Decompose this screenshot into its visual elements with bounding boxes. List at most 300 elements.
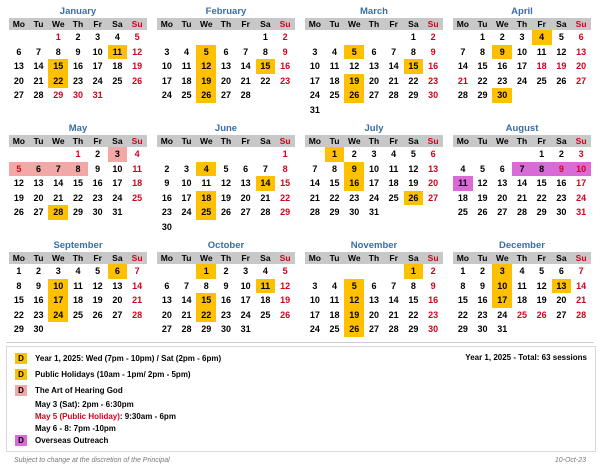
day-cell: 26 <box>220 207 231 218</box>
day-cell: 29 <box>329 207 340 218</box>
day-cell: 2 <box>95 149 101 160</box>
day-cell: 25 <box>260 309 271 320</box>
day-cell: 26 <box>556 75 567 86</box>
day-cell: 2 <box>480 266 486 277</box>
day-cell: 3 <box>371 149 377 160</box>
weekday-header: Mo <box>157 252 177 264</box>
day-cell: 23 <box>220 309 231 320</box>
section-divider <box>6 342 594 343</box>
day-cell: 6 <box>164 280 170 291</box>
empty-cell <box>305 147 325 162</box>
weekday-header: Su <box>571 18 591 30</box>
hearing-note-2-rest: : 9:30am - 6pm <box>119 412 176 421</box>
weekday-header: Mo <box>9 18 29 30</box>
weekday-header: Mo <box>305 18 325 30</box>
weekday-header: Sa <box>108 252 128 264</box>
week-row <box>453 293 591 308</box>
day-cell: 18 <box>181 75 192 86</box>
day-cell: 8 <box>532 162 552 177</box>
day-cell: 22 <box>13 309 24 320</box>
month-title: November <box>350 240 398 251</box>
day-cell: 9 <box>492 45 512 60</box>
day-cell: 28 <box>33 90 44 101</box>
day-cell: 25 <box>536 75 547 86</box>
day-cell: 6 <box>29 162 49 177</box>
day-cell: 4 <box>460 163 466 174</box>
week-row <box>305 59 443 74</box>
day-cell: 29 <box>536 207 547 218</box>
weekday-header: Su <box>571 252 591 264</box>
day-cell: 11 <box>108 45 128 60</box>
day-cell: 22 <box>280 192 291 203</box>
weekday-header: Sa <box>404 135 424 147</box>
day-cell: 14 <box>309 178 320 189</box>
weekday-header: Sa <box>256 18 276 30</box>
week-row <box>453 30 591 45</box>
week-row <box>305 103 443 118</box>
total-sessions: Year 1, 2025 - Total: 63 sessions <box>465 353 587 362</box>
month-february <box>157 6 295 117</box>
month-title: September <box>53 240 103 251</box>
day-cell: 9 <box>430 46 436 57</box>
weekday-header: Mo <box>453 18 473 30</box>
day-cell: 7 <box>391 46 397 57</box>
day-cell: 10 <box>92 46 103 57</box>
day-cell: 18 <box>260 295 271 306</box>
day-cell: 27 <box>368 90 379 101</box>
week-row <box>157 88 295 103</box>
day-cell: 21 <box>33 75 44 86</box>
day-cell: 27 <box>368 324 379 335</box>
legend-hearing <box>15 385 123 396</box>
day-cell: 6 <box>558 266 564 277</box>
empty-cell <box>157 264 177 279</box>
day-cell: 16 <box>428 295 439 306</box>
day-cell: 16 <box>220 295 231 306</box>
empty-cell <box>532 322 552 337</box>
day-cell: 9 <box>223 280 229 291</box>
weekday-header: Th <box>364 18 384 30</box>
day-cell: 5 <box>539 266 545 277</box>
week-row <box>9 59 147 74</box>
day-cell: 11 <box>329 61 340 72</box>
weekday-header-row <box>305 252 443 264</box>
empty-cell <box>384 103 404 118</box>
empty-cell <box>256 147 276 162</box>
week-row <box>9 30 147 45</box>
week-row <box>305 147 443 162</box>
day-cell: 16 <box>497 61 508 72</box>
weekday-header: Tu <box>325 135 345 147</box>
day-cell: 28 <box>132 309 143 320</box>
day-cell: 30 <box>92 207 103 218</box>
day-cell: 28 <box>516 207 527 218</box>
day-cell: 7 <box>512 162 532 177</box>
week-row <box>305 162 443 177</box>
day-cell: 2 <box>75 32 81 43</box>
month-title: July <box>364 123 384 134</box>
day-cell: 26 <box>92 309 103 320</box>
day-cell: 30 <box>220 324 231 335</box>
day-cell: 18 <box>132 178 143 189</box>
week-row <box>157 264 295 279</box>
week-row <box>157 191 295 206</box>
day-cell: 26 <box>196 88 216 103</box>
day-cell: 31 <box>240 324 251 335</box>
day-cell: 15 <box>457 295 468 306</box>
day-cell: 30 <box>33 324 44 335</box>
empty-cell <box>571 88 591 103</box>
empty-cell <box>364 103 384 118</box>
empty-cell <box>196 30 216 45</box>
empty-cell <box>108 88 128 103</box>
day-cell: 13 <box>13 61 24 72</box>
day-cell: 14 <box>388 61 399 72</box>
day-cell: 23 <box>497 75 508 86</box>
weekday-header: Fr <box>236 252 256 264</box>
day-cell: 26 <box>280 309 291 320</box>
months-grid <box>9 6 591 337</box>
weekday-header: Tu <box>177 18 197 30</box>
weekday-header: Sa <box>256 135 276 147</box>
day-cell: 4 <box>391 149 397 160</box>
month-table <box>453 18 591 103</box>
day-cell: 22 <box>477 75 488 86</box>
empty-cell <box>512 147 532 162</box>
weekday-header: Tu <box>473 135 493 147</box>
weekday-header: We <box>492 18 512 30</box>
weekday-header: Tu <box>29 18 49 30</box>
day-cell: 3 <box>108 147 128 162</box>
day-cell: 30 <box>349 207 360 218</box>
weekday-header: Fr <box>384 135 404 147</box>
empty-cell <box>256 322 276 337</box>
day-cell: 20 <box>112 295 123 306</box>
legend-hearing-label: The Art of Hearing God <box>35 386 123 395</box>
day-cell: 25 <box>457 207 468 218</box>
day-cell: 21 <box>457 75 468 86</box>
weekday-header: Sa <box>404 18 424 30</box>
week-row <box>157 205 295 220</box>
day-cell: 29 <box>72 207 83 218</box>
weekday-header-row <box>9 135 147 147</box>
weekday-header: Th <box>216 18 236 30</box>
day-cell: 19 <box>13 192 24 203</box>
empty-cell <box>364 30 384 45</box>
legend-box <box>6 346 596 452</box>
day-cell: 1 <box>410 32 416 43</box>
weekday-header: Mo <box>453 252 473 264</box>
day-cell: 14 <box>181 295 192 306</box>
week-row <box>157 308 295 323</box>
empty-cell <box>236 147 256 162</box>
day-cell: 20 <box>13 75 24 86</box>
weekday-header: We <box>48 252 68 264</box>
weekday-header: Tu <box>177 252 197 264</box>
day-cell: 10 <box>309 61 320 72</box>
day-cell: 13 <box>240 178 251 189</box>
day-cell: 31 <box>497 324 508 335</box>
day-cell: 28 <box>240 90 251 101</box>
day-cell: 17 <box>112 178 123 189</box>
day-cell: 9 <box>75 46 81 57</box>
weekday-header: Sa <box>552 18 572 30</box>
empty-cell <box>9 30 29 45</box>
day-cell: 13 <box>112 280 123 291</box>
day-cell: 11 <box>73 280 83 291</box>
hearing-note-1: May 3 (Sat): 2pm - 6:30pm <box>35 400 134 409</box>
weekday-header: Tu <box>473 18 493 30</box>
weekday-header-row <box>305 135 443 147</box>
week-row <box>453 74 591 89</box>
day-cell: 19 <box>408 178 419 189</box>
week-row <box>453 176 591 191</box>
day-cell: 24 <box>576 192 587 203</box>
weekday-header: Mo <box>305 135 325 147</box>
week-row <box>9 308 147 323</box>
day-cell: 7 <box>312 163 318 174</box>
month-title: April <box>511 6 533 17</box>
day-cell: 31 <box>309 104 320 115</box>
day-cell: 22 <box>48 74 68 89</box>
week-row <box>157 59 295 74</box>
empty-cell <box>177 264 197 279</box>
month-table <box>305 18 443 117</box>
empty-cell <box>236 220 256 235</box>
day-cell: 21 <box>576 295 587 306</box>
week-row <box>305 205 443 220</box>
week-row <box>9 322 147 337</box>
day-cell: 17 <box>309 309 320 320</box>
empty-cell <box>344 30 364 45</box>
weekday-header: Th <box>216 135 236 147</box>
day-cell: 7 <box>460 46 466 57</box>
day-cell: 29 <box>280 207 291 218</box>
day-cell: 16 <box>161 192 172 203</box>
day-cell: 8 <box>480 46 486 57</box>
day-cell: 10 <box>48 279 68 294</box>
footer-date: 10-Oct-23 <box>554 457 586 464</box>
day-cell: 12 <box>556 46 567 57</box>
weekday-header: Mo <box>157 135 177 147</box>
weekday-header: Th <box>68 18 88 30</box>
month-table <box>157 135 295 234</box>
day-cell: 30 <box>428 324 439 335</box>
week-row <box>157 147 295 162</box>
empty-cell <box>256 220 276 235</box>
week-row <box>9 162 147 177</box>
day-cell: 14 <box>240 61 251 72</box>
day-cell: 3 <box>95 32 101 43</box>
day-cell: 3 <box>243 266 249 277</box>
day-cell: 6 <box>499 163 505 174</box>
day-cell: 14 <box>53 178 64 189</box>
day-cell: 3 <box>164 46 170 57</box>
day-cell: 24 <box>161 90 172 101</box>
day-cell: 11 <box>453 176 473 191</box>
day-cell: 13 <box>576 46 587 57</box>
day-cell: 29 <box>13 324 24 335</box>
weekday-header: We <box>196 252 216 264</box>
day-cell: 28 <box>260 207 271 218</box>
day-cell: 21 <box>260 192 271 203</box>
empty-cell <box>216 30 236 45</box>
hearing-swatch: D <box>15 385 27 396</box>
day-cell: 10 <box>368 163 379 174</box>
day-cell: 15 <box>196 293 216 308</box>
weekday-header: Th <box>68 252 88 264</box>
day-cell: 5 <box>480 163 486 174</box>
empty-cell <box>236 30 256 45</box>
day-cell: 23 <box>428 309 439 320</box>
empty-cell <box>305 30 325 45</box>
day-cell: 27 <box>112 309 123 320</box>
day-cell: 25 <box>329 324 340 335</box>
hearing-note-2-red: May 5 (Public Holiday) <box>35 412 120 421</box>
week-row <box>453 147 591 162</box>
day-cell: 20 <box>240 192 251 203</box>
day-cell: 7 <box>243 46 249 57</box>
day-cell: 16 <box>556 178 567 189</box>
week-row <box>453 191 591 206</box>
month-title: June <box>214 123 238 134</box>
day-cell: 26 <box>344 88 364 103</box>
day-cell: 8 <box>262 46 268 57</box>
day-cell: 20 <box>368 75 379 86</box>
weekday-header: Tu <box>473 252 493 264</box>
weekday-header: We <box>492 252 512 264</box>
day-cell: 29 <box>408 90 419 101</box>
week-row <box>157 45 295 60</box>
day-cell: 24 <box>309 90 320 101</box>
empty-cell <box>9 147 29 162</box>
day-cell: 12 <box>132 46 143 57</box>
day-cell: 21 <box>240 75 251 86</box>
day-cell: 5 <box>344 45 364 60</box>
day-cell: 11 <box>256 279 276 294</box>
day-cell: 5 <box>95 266 101 277</box>
empty-cell <box>48 147 68 162</box>
day-cell: 18 <box>388 178 399 189</box>
day-cell: 31 <box>368 207 379 218</box>
empty-cell <box>88 322 108 337</box>
day-cell: 20 <box>161 309 172 320</box>
week-row <box>9 74 147 89</box>
day-cell: 12 <box>344 293 364 308</box>
week-row <box>305 45 443 60</box>
day-cell: 12 <box>477 178 488 189</box>
weekday-header: Su <box>423 135 443 147</box>
day-cell: 7 <box>262 163 268 174</box>
holiday-swatch: D <box>15 369 27 380</box>
day-cell: 1 <box>325 147 345 162</box>
month-april <box>453 6 591 117</box>
day-cell: 5 <box>558 32 564 43</box>
day-cell: 15 <box>477 61 488 72</box>
empty-cell <box>305 264 325 279</box>
day-cell: 3 <box>578 149 584 160</box>
day-cell: 12 <box>349 61 360 72</box>
day-cell: 5 <box>9 162 29 177</box>
empty-cell <box>532 88 552 103</box>
day-cell: 1 <box>196 264 216 279</box>
day-cell: 15 <box>408 295 419 306</box>
day-cell: 26 <box>13 207 24 218</box>
day-cell: 5 <box>410 149 416 160</box>
day-cell: 2 <box>351 149 357 160</box>
day-cell: 19 <box>280 295 291 306</box>
week-row <box>305 279 443 294</box>
week-row <box>305 30 443 45</box>
day-cell: 18 <box>329 75 340 86</box>
day-cell: 8 <box>16 280 22 291</box>
weekday-header: Fr <box>88 135 108 147</box>
weekday-header: Fr <box>236 18 256 30</box>
day-cell: 18 <box>329 309 340 320</box>
day-cell: 1 <box>55 32 61 43</box>
day-cell: 21 <box>516 192 527 203</box>
weekday-header: Fr <box>532 252 552 264</box>
weekday-header: We <box>344 135 364 147</box>
day-cell: 12 <box>220 178 231 189</box>
day-cell: 4 <box>532 30 552 45</box>
day-cell: 2 <box>558 149 564 160</box>
day-cell: 10 <box>112 163 123 174</box>
day-cell: 12 <box>92 280 103 291</box>
month-table <box>305 135 443 220</box>
day-cell: 6 <box>371 280 377 291</box>
day-cell: 4 <box>134 149 140 160</box>
month-title: May <box>68 123 88 134</box>
day-cell: 13 <box>220 61 231 72</box>
weekday-header-row <box>305 18 443 30</box>
day-cell: 17 <box>576 178 587 189</box>
weekday-header: Su <box>571 135 591 147</box>
day-cell: 16 <box>280 61 291 72</box>
month-august <box>453 123 591 234</box>
day-cell: 27 <box>428 192 439 203</box>
legend-class-label: Year 1, 2025: Wed (7pm - 10pm) / Sat (2pm - 6pm) <box>35 354 222 363</box>
empty-cell <box>512 322 532 337</box>
day-cell: 1 <box>262 32 268 43</box>
day-cell: 6 <box>578 32 584 43</box>
weekday-header-row <box>453 18 591 30</box>
day-cell: 20 <box>33 192 44 203</box>
day-cell: 23 <box>477 309 488 320</box>
day-cell: 30 <box>492 88 512 103</box>
day-cell: 17 <box>240 295 251 306</box>
day-cell: 25 <box>72 309 83 320</box>
day-cell: 11 <box>181 61 192 72</box>
week-row <box>305 264 443 279</box>
day-cell: 10 <box>571 162 591 177</box>
day-cell: 27 <box>161 324 172 335</box>
empty-cell <box>344 264 364 279</box>
week-row <box>9 88 147 103</box>
month-may <box>9 123 147 234</box>
day-cell: 16 <box>72 61 83 72</box>
empty-cell <box>423 103 443 118</box>
day-cell: 20 <box>497 192 508 203</box>
day-cell: 15 <box>256 59 276 74</box>
day-cell: 27 <box>33 207 44 218</box>
day-cell: 6 <box>371 46 377 57</box>
day-cell: 27 <box>556 309 567 320</box>
weekday-header: Fr <box>88 252 108 264</box>
empty-cell <box>275 220 295 235</box>
month-table <box>453 252 591 337</box>
legend-outreach <box>15 435 108 446</box>
